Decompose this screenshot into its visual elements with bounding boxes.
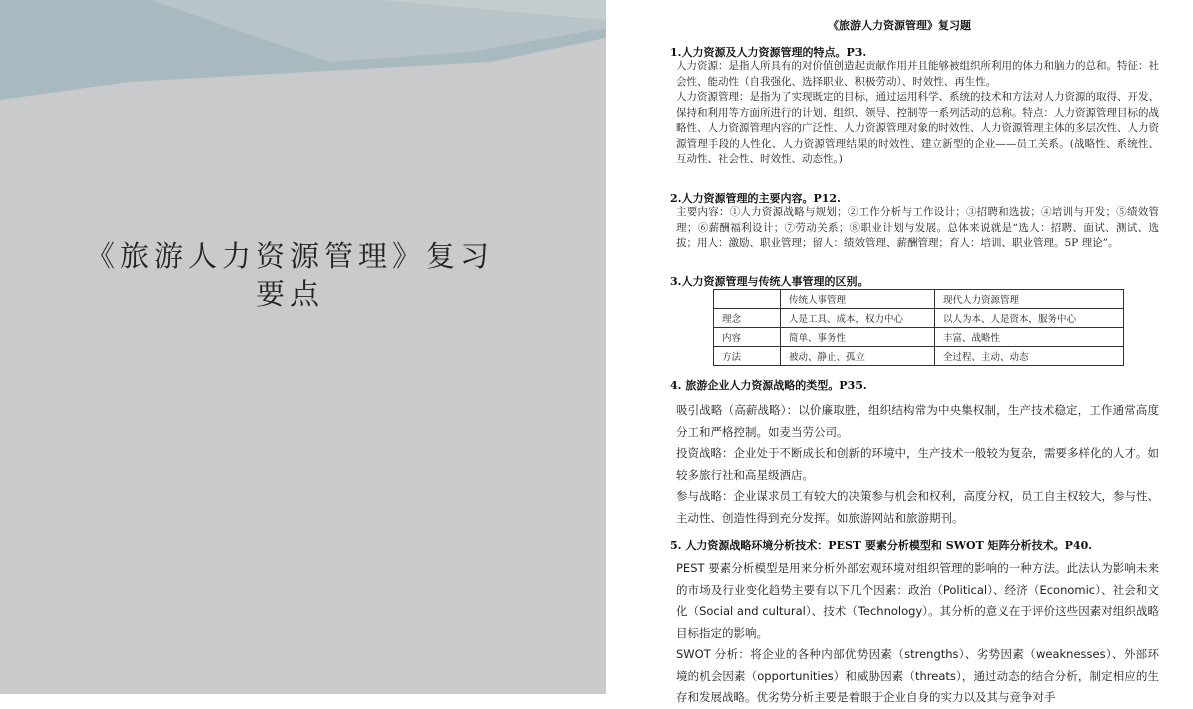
table-cell: 内容 bbox=[714, 328, 781, 347]
section-1-paragraph: 人力资源：是指人所具有的对价值创造起贡献作用并且能够被组织所利用的体力和脑力的总和。特征：社会性、能动性（自我强化、选择职业、积极劳动）、时效性、再生性。 bbox=[676, 60, 1159, 88]
table-row bbox=[714, 347, 1124, 366]
table-cell: 丰富、战略性 bbox=[935, 328, 1124, 347]
section-5-paragraph: SWOT 分析：将企业的各种内部优势因素（strengths）、劣势因素（weaknesses）、外部环境的机会因素（opportunities）和威胁因素（threats），通过动态的结合分析，制定相应的生存和发展战略。优劣势分析主要是着眼于企业自身的实力以及其与竞争对手 bbox=[676, 647, 1159, 704]
table-cell: 简单、事务性 bbox=[781, 328, 935, 347]
table-cell: 全过程、主动、动态 bbox=[935, 347, 1124, 366]
table-cell: 现代人力资源管理 bbox=[935, 290, 1124, 309]
section-4-body bbox=[676, 400, 1159, 529]
section-4-heading: 4. 旅游企业人力资源战略的类型。P35. bbox=[670, 379, 867, 392]
cover-decoration bbox=[0, 0, 606, 694]
cover-title-line1: 《旅游人力资源管理》复习 bbox=[85, 239, 494, 273]
section-5-body bbox=[676, 558, 1159, 709]
section-1-body bbox=[676, 59, 1159, 168]
section-4-paragraph: 吸引战略（高薪战略）：以价廉取胜，组织结构常为中央集权制，生产技术稳定，工作通常高度分工和严格控制。如麦当劳公司。 bbox=[676, 403, 1159, 439]
table-cell: 方法 bbox=[714, 347, 781, 366]
section-5-paragraph: PEST 要素分析模型是用来分析外部宏观环境对组织管理的影响的一种方法。此法认为影响未来的市场及行业变化趋势主要有以下几个因素：政治（Political）、经济（Economic）、社会和文化（Social and cultural）、技术（Technology）。其分析的意义在于评价这些因素对组织战略目标指定的影响。 bbox=[676, 561, 1159, 640]
table-cell: 人是工具、成本，权力中心 bbox=[781, 309, 935, 328]
section-4-paragraph: 参与战略：企业谋求员工有较大的决策参与机会和权利，高度分权，员工自主权较大，参与性、主动性、创造性得到充分发挥。如旅游网站和旅游期刊。 bbox=[676, 489, 1159, 525]
table-cell: 传统人事管理 bbox=[781, 290, 935, 309]
table-cell bbox=[714, 290, 781, 309]
table-cell: 以人为本、人是资本，服务中心 bbox=[935, 309, 1124, 328]
table-cell: 理念 bbox=[714, 309, 781, 328]
section-1-paragraph: 人力资源管理：是指为了实现既定的目标，通过运用科学、系统的技术和方法对人力资源的取得、开发、保持和利用等方面所进行的计划、组织、领导、控制等一系列活动的总称。特点：人力资源管理目标的战略性、人力资源管理内容的广泛性、人力资源管理对象的时效性、人力资源管理主体的多层次性、人力资源管理手段的人性化、人力资源管理结果的时效性、建立新型的企业——员工关系。(战略性、系统性、互动性、社会性、时效性、动态性。) bbox=[676, 91, 1159, 165]
cover-panel bbox=[0, 0, 606, 694]
table-header-row bbox=[714, 290, 1124, 309]
section-4-paragraph: 投资战略：企业处于不断成长和创新的环境中，生产技术一般较为复杂，需要多样化的人才。如较多旅行社和高星级酒店。 bbox=[676, 446, 1159, 482]
cover-title-line2: 要点 bbox=[255, 277, 324, 311]
section-1-heading: 1.人力资源及人力资源管理的特点。P3. bbox=[670, 46, 867, 59]
comparison-table bbox=[713, 289, 1124, 366]
section-2-paragraph: 主要内容：①人力资源战略与规划；②工作分析与工作设计；③招聘和选拔；④培训与开发；⑤绩效管理；⑥薪酬福利设计；⑦劳动关系；⑧职业计划与发展。总体来说就是“选人：招聘、面试、测试、选拔；用人：激励、职业管理；留人：绩效管理、薪酬管理；育人：培训、职业管理。5P 理论”。 bbox=[676, 206, 1159, 249]
section-2-heading: 2.人力资源管理的主要内容。P12. bbox=[670, 192, 841, 205]
cover-title bbox=[0, 237, 580, 313]
section-3-heading: 3.人力资源管理与传统人事管理的区别。 bbox=[670, 275, 869, 288]
document-page bbox=[606, 0, 1193, 704]
section-2-body bbox=[676, 205, 1159, 252]
document-title: 《旅游人力资源管理》复习题 bbox=[828, 19, 971, 32]
table-cell: 被动、静止、孤立 bbox=[781, 347, 935, 366]
table-row bbox=[714, 309, 1124, 328]
table-row bbox=[714, 328, 1124, 347]
section-5-heading: 5. 人力资源战略环境分析技术：PEST 要素分析模型和 SWOT 矩阵分析技术。P40. bbox=[670, 539, 1093, 552]
